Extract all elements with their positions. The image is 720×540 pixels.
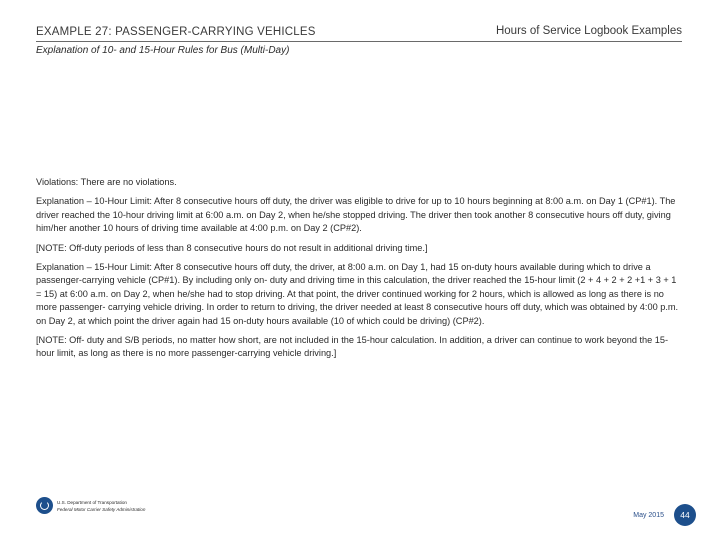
fifteen-hour-label: Explanation – 15-Hour Limit: bbox=[36, 262, 152, 273]
header-divider bbox=[36, 41, 682, 42]
logo-line-department: U.S. Department of Transportation bbox=[57, 499, 127, 505]
body-content bbox=[36, 176, 684, 367]
page-subtitle: Explanation of 10- and 15-Hour Rules for Bus (Multi-Day) bbox=[36, 45, 290, 56]
violations-label: Violations: bbox=[36, 177, 79, 187]
violations-text: There are no violations. bbox=[80, 177, 177, 187]
note-off-duty: [NOTE: Off-duty periods of less than 8 consecutive hours do not result in additional driving time.] bbox=[36, 242, 428, 253]
fifteen-hour-text: After 8 consecutive hours off duty, the driver, at 8:00 a.m. on Day 1, had 15 on-duty hours available during which to drive a passenger-carrying vehicle (CP#1). By including only on- duty and driving time in this calculation, the driver reached the 15-hour limit (2 + 4 + 2 + 2 +1 + 3 + 1 = 15) at 6:00 a.m. on Day 2, when he/she had to stop driving. At that point, the driver continued working for 2 hours, which is allowed as long as there is no more passenger- carrying vehicle driving. In order to return to driving, the driver needed at least 8 consecutive hours off duty, which was obtained by 4:00 p.m. on Day 2, at which point the driver again had 15 on-duty hours available (10 of which could be driving) (CP#2). bbox=[36, 262, 679, 326]
page-number-badge: 44 bbox=[674, 504, 696, 526]
fmcsa-logo bbox=[36, 497, 145, 514]
violations-paragraph bbox=[36, 176, 684, 189]
ten-hour-label: Explanation – 10-Hour Limit: bbox=[36, 196, 152, 207]
document-series-title: Hours of Service Logbook Examples bbox=[495, 25, 682, 37]
ten-hour-text: After 8 consecutive hours off duty, the driver was eligible to drive for up to 10 hours beginning at 8:00 a.m. on Day 1 (CP#1). The driver reached the 10-hour driving limit at 6:00 a.m. on Day 2, when he/she stopped driving. The driver then took another 8 consecutive hours off duty, giving him/her another 10 hours of driving time available at 4:00 p.m. on Day 2 (CP#2). bbox=[36, 196, 676, 234]
ten-hour-paragraph bbox=[36, 195, 684, 235]
logo-text bbox=[57, 499, 145, 513]
page-title: EXAMPLE 27: PASSENGER-CARRYING VEHICLES bbox=[36, 26, 316, 38]
dot-logo-icon bbox=[36, 497, 53, 514]
fifteen-hour-paragraph bbox=[36, 261, 684, 328]
logo-line-agency: Federal Motor Carrier Safety Administration bbox=[57, 506, 146, 512]
footer-date: May 2015 bbox=[633, 512, 664, 519]
note-sleeper-berth: [NOTE: Off- duty and S/B periods, no matter how short, are not included in the 15-hour calculation. In addition, a driver can continue to work beyond the 15-hour limit, as long as there is no more passenger-carrying vehicle driving.] bbox=[36, 335, 669, 359]
